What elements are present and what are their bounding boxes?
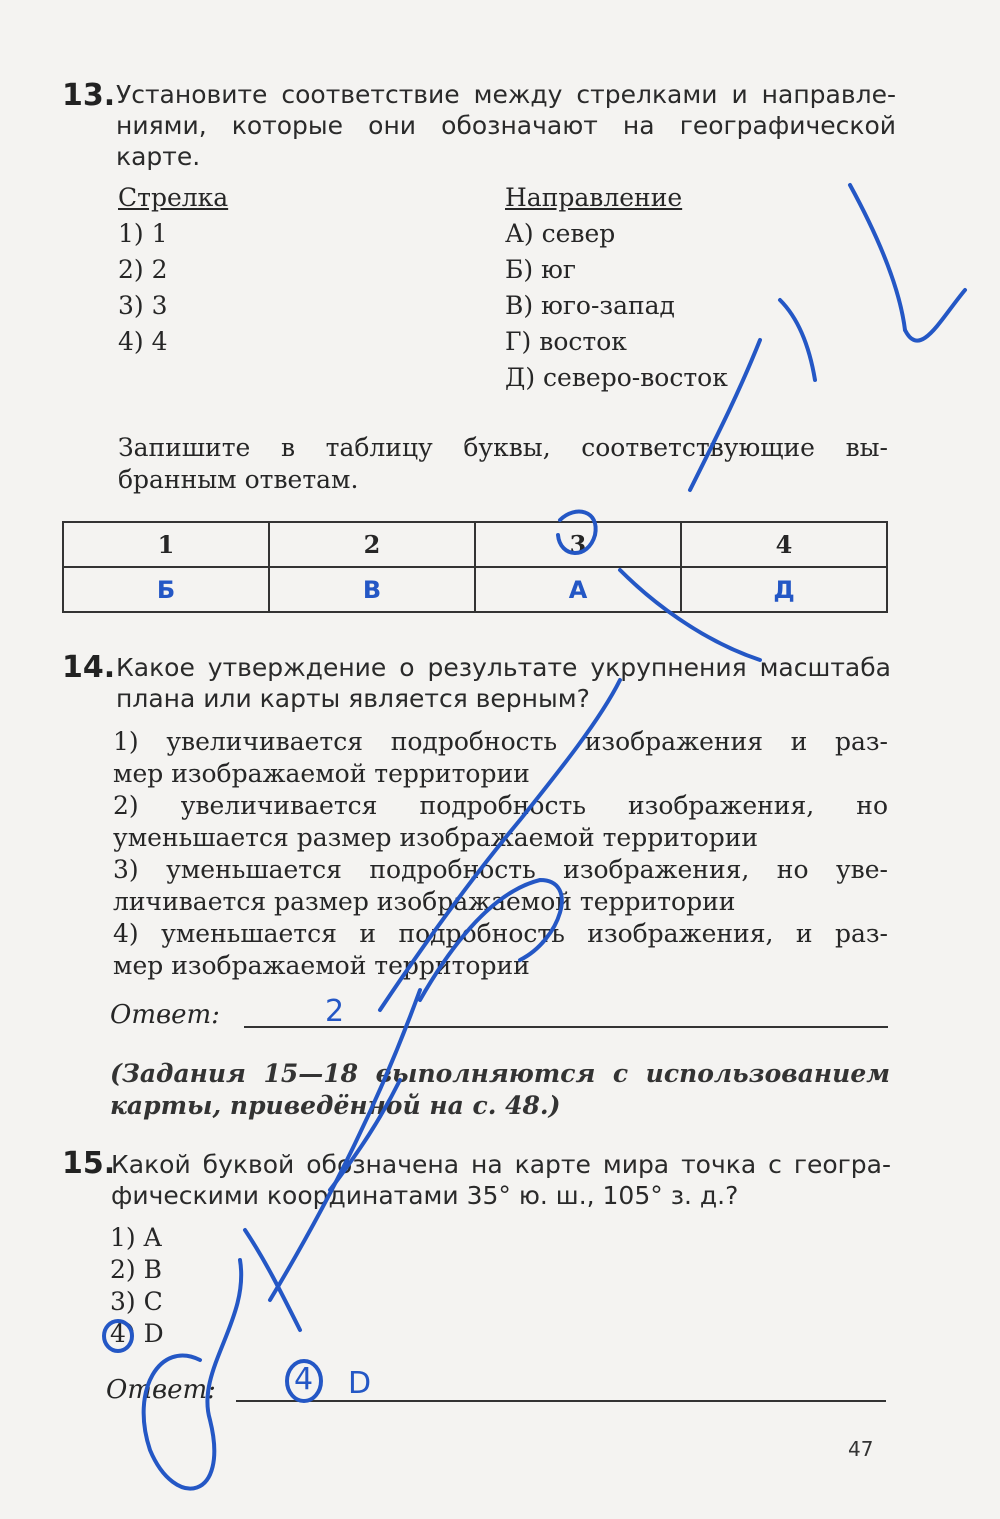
direction-item: Г) восток [505, 327, 627, 356]
q13-text [116, 79, 896, 172]
q14-option-line: 3) уменьшается подробность изображения, но уве- [113, 855, 888, 884]
handwritten-answer-cell[interactable]: А [475, 567, 681, 612]
q15-handwritten-letter: D [348, 1366, 372, 1401]
handwritten-answer-cell[interactable]: Д [681, 567, 887, 612]
q15-text [111, 1149, 891, 1211]
page-number: 47 [848, 1437, 874, 1461]
q15-option: 1) A [110, 1223, 162, 1252]
q15-option: 3) C [110, 1287, 163, 1316]
table-header-cell: 1 [63, 522, 269, 567]
q14-text-line: Какое утверждение о результате укрупнения масштаба [116, 653, 891, 682]
note-line: (Задания 15—18 выполняются с использованием [110, 1059, 890, 1088]
q13-number: 13. [62, 78, 116, 113]
q14-option-line: уменьшается размер изображаемой территории [113, 823, 759, 852]
arrow-item: 3) 3 [118, 291, 168, 320]
direction-item: Д) северо-восток [505, 363, 728, 392]
q14-text [116, 652, 891, 714]
scribble-stroke [780, 300, 815, 380]
q14-option-line: 4) уменьшается и подробность изображения, и раз- [113, 919, 888, 948]
arrow-item: 1) 1 [118, 219, 168, 248]
direction-item: А) север [505, 219, 616, 248]
q14-number: 14. [62, 650, 116, 685]
arrow-column-header: Стрелка [118, 183, 229, 212]
q14-answer-label: Ответ: [110, 1000, 220, 1030]
q14-option-line: мер изображаемой территории [113, 951, 530, 980]
q15-text-line: фическими координатами 35° ю. ш., 105° з. д.? [111, 1181, 739, 1210]
q13-text-line: ниями, которые они обозначают на географической [116, 111, 896, 140]
q15-option: 4) D [110, 1319, 164, 1348]
handwritten-answer-cell[interactable]: Б [63, 567, 269, 612]
q15-answer-label: Ответ: [106, 1375, 216, 1405]
table-header-cell: 3 [475, 522, 681, 567]
q14-option-line: мер изображаемой территории [113, 759, 530, 788]
scribble-stroke [905, 290, 965, 341]
q14-text-line: плана или карты является верным? [116, 684, 590, 713]
q14-option-line: 1) увеличивается подробность изображения и раз- [113, 727, 888, 756]
q14-option-line: личивается размер изображаемой территории [113, 887, 736, 916]
answer-table-header-row [63, 522, 887, 567]
scribble-stroke [270, 990, 420, 1300]
q13-instruction: Запишите в таблицу буквы, соответствующие вы- [118, 433, 888, 462]
q15-number: 15. [62, 1146, 116, 1181]
answer-table-answer-row [63, 567, 887, 612]
q13-instruction: бранным ответам. [118, 465, 359, 494]
arrow-item: 2) 2 [118, 255, 168, 284]
note-line: карты, приведённой на с. 48.) [110, 1091, 561, 1120]
arrow-item: 4) 4 [118, 327, 168, 356]
answer-table [62, 521, 888, 613]
table-header-cell: 2 [269, 522, 475, 567]
table-header-cell: 4 [681, 522, 887, 567]
q13-text-line: карте. [116, 142, 201, 171]
direction-item: В) юго-запад [505, 291, 675, 320]
q14-handwritten-answer: 2 [325, 994, 345, 1029]
q15-answer-line[interactable] [236, 1400, 886, 1402]
scribble-stroke [850, 185, 905, 330]
q13-text-line: Установите соответствие между стрелками и направле- [116, 80, 896, 109]
instruction-note [110, 1058, 890, 1122]
direction-column-header: Направление [505, 183, 683, 212]
q15-handwritten-circled-number: 4 [294, 1362, 314, 1397]
scribble-stroke [245, 1230, 300, 1330]
q14-option-line: 2) увеличивается подробность изображения, но [113, 791, 888, 820]
handwritten-answer-cell[interactable]: В [269, 567, 475, 612]
q15-text-line: Какой буквой обозначена на карте мира точка с геогра- [111, 1150, 891, 1179]
q15-option: 2) B [110, 1255, 162, 1284]
direction-item: Б) юг [505, 255, 576, 284]
